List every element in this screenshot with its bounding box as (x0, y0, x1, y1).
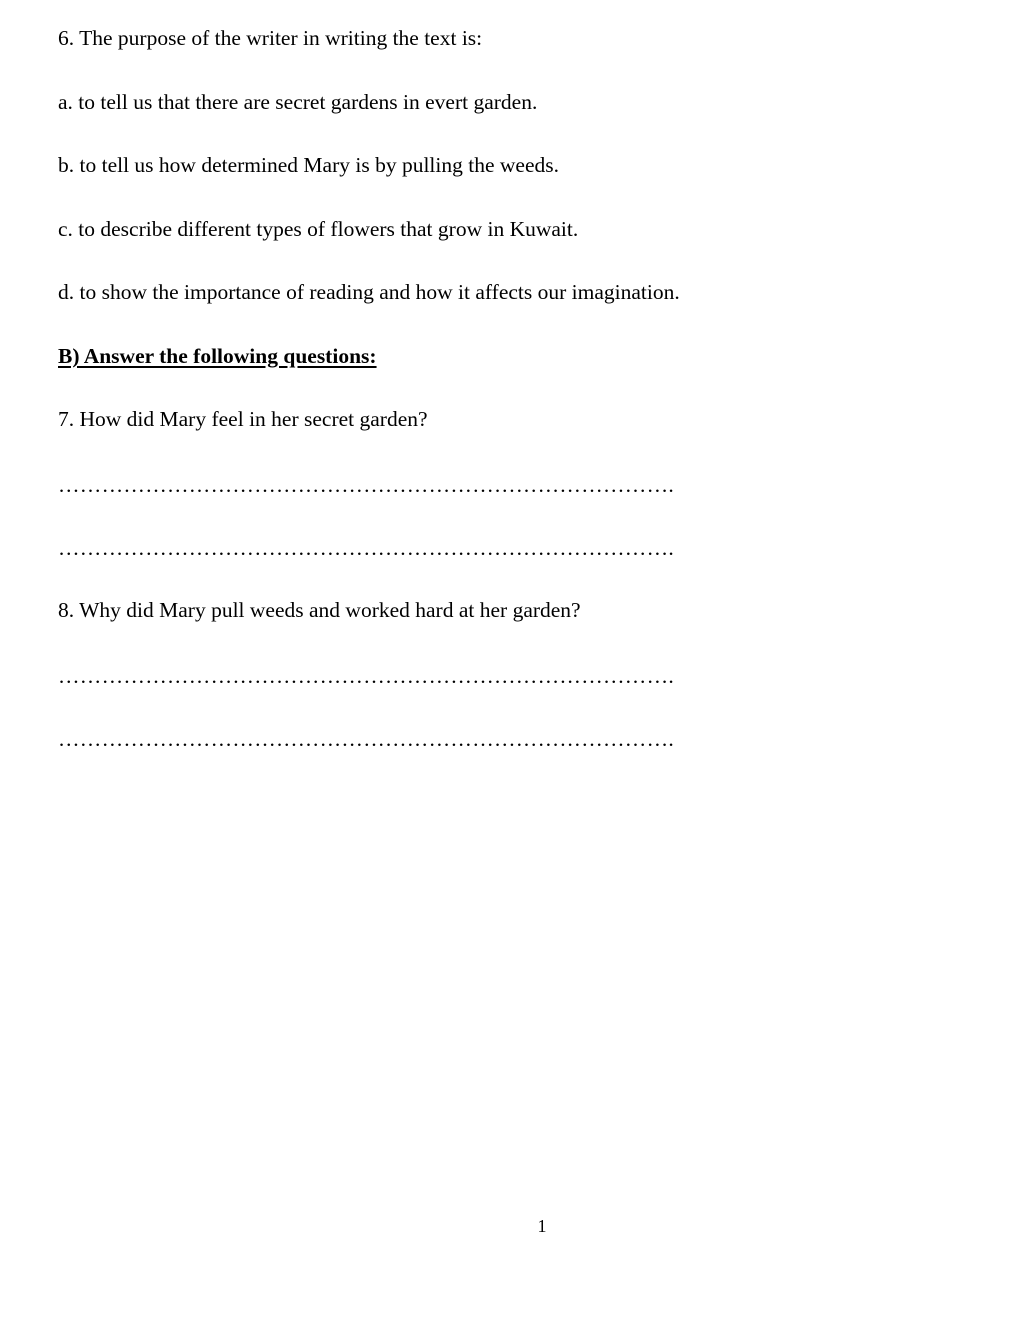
question-6-option-a: a. to tell us that there are secret gardens in evert garden. (58, 90, 538, 114)
question-6-prompt: 6. The purpose of the writer in writing the text is: (58, 26, 483, 50)
section-b-heading: B) Answer the following questions: (58, 344, 377, 368)
page-number: 1 (537, 1216, 547, 1236)
question-7-answer-line-2: …………………………………………………………………………. (58, 536, 675, 560)
question-6-option-b: b. to tell us how determined Mary is by pulling the weeds. (58, 153, 559, 177)
question-8-answer-line-1: …………………………………………………………………………. (58, 664, 675, 688)
question-7-prompt: 7. How did Mary feel in her secret garden? (58, 407, 428, 431)
question-8-answer-line-2: …………………………………………………………………………. (58, 727, 675, 751)
question-8-prompt: 8. Why did Mary pull weeds and worked hard at her garden? (58, 598, 581, 622)
question-6-option-c: c. to describe different types of flowers that grow in Kuwait. (58, 217, 579, 241)
question-7-answer-line-1: …………………………………………………………………………. (58, 473, 675, 497)
question-6-option-d: d. to show the importance of reading and how it affects our imagination. (58, 280, 680, 304)
